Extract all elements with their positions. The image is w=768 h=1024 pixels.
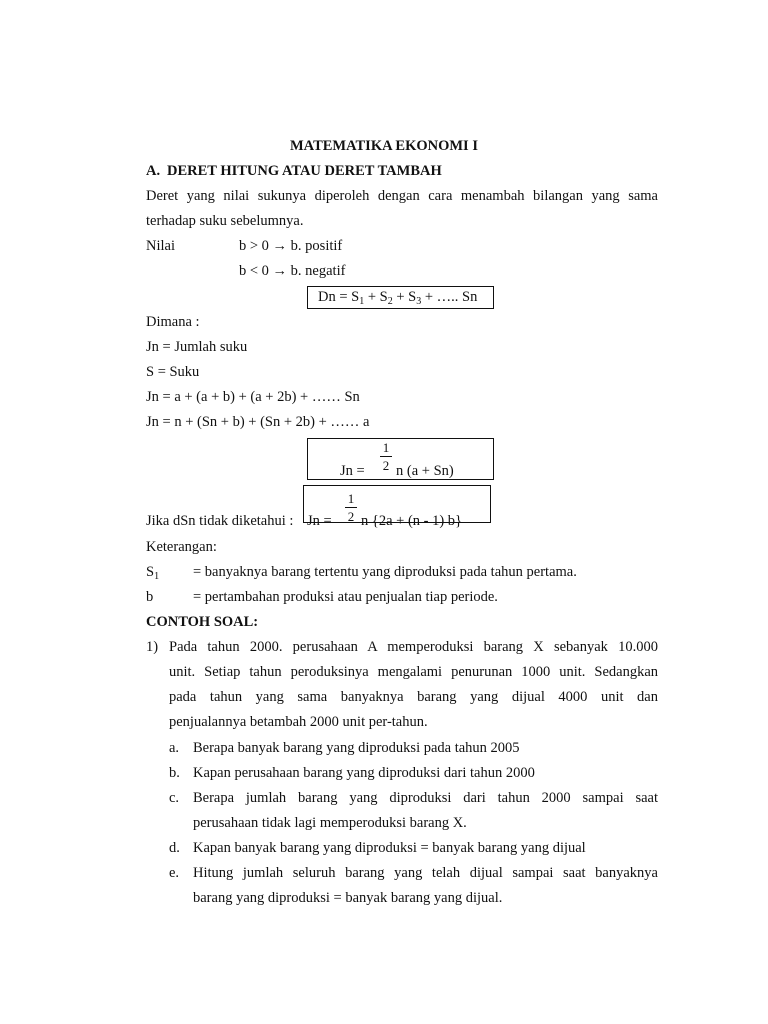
jika-label: Jika dSn tidak diketahui : xyxy=(146,513,294,529)
item-label-e: e. xyxy=(169,865,180,881)
condition-positive: b > 0 → b. positif xyxy=(239,238,343,254)
item-text-b: Kapan perusahaan barang yang diproduksi dari tahun 2000 xyxy=(193,765,535,781)
keterangan-symbol-s1: $S_1$ xyxy=(146,564,160,582)
question-line: Pada tahun 2000. perusahaan A memperoduksi barang X sebanyak 10.000 xyxy=(169,639,658,655)
keterangan-s1-text: = banyaknya barang tertentu yang diproduksi pada tahun pertama. xyxy=(193,564,577,580)
formula-jn-alt-prefix: Jn = xyxy=(307,513,332,529)
page-title: MATEMATIKA EKONOMI I xyxy=(290,138,478,154)
fraction-half: 1 2 xyxy=(380,440,392,473)
question-line: unit. Setiap tahun peroduksinya mengalami penurunan 1000 unit. Sedangkan xyxy=(169,664,658,680)
equation-jn-2: Jn = n + (Sn + b) + (Sn + 2b) + …… a xyxy=(146,414,370,430)
item-label-c: c. xyxy=(169,790,180,806)
question-line: pada tahun yang sama banyaknya barang yang dijual 4000 unit dan xyxy=(169,689,658,705)
keterangan-symbol-b: b xyxy=(146,589,154,605)
keterangan-label: Keterangan: xyxy=(146,539,217,555)
dimana-label: Dimana : xyxy=(146,314,200,330)
item-label-a: a. xyxy=(169,740,180,756)
question-number: 1) xyxy=(146,639,159,655)
paragraph-line: terhadap suku sebelumnya. xyxy=(146,213,304,229)
item-text-a: Berapa banyak barang yang diproduksi pada tahun 2005 xyxy=(193,740,520,756)
section-letter: A. xyxy=(146,163,161,179)
formula-jn-alt-suffix: n {2a + (n - 1) b} xyxy=(361,513,463,529)
item-text-c-cont: perusahaan tidak lagi memperoduksi barang X. xyxy=(193,815,467,831)
item-text-c: Berapa jumlah barang yang diproduksi dari tahun 2000 sampai saat xyxy=(193,790,658,806)
condition-negative: b < 0 → b. negatif xyxy=(239,263,346,279)
paragraph-line: Deret yang nilai sukunya diperoleh dengan cara menambah bilangan yang sama xyxy=(146,188,658,204)
equation-jn-1: Jn = a + (a + b) + (a + 2b) + …… Sn xyxy=(146,389,360,405)
question-line: penjualannya betambah 2000 unit per-tahun. xyxy=(169,714,428,730)
item-text-d: Kapan banyak barang yang diproduksi = banyak barang yang dijual xyxy=(193,840,586,856)
formula-dn: $Dn = S_1 + S_2 + S_3$ + ….. Sn xyxy=(318,289,478,307)
item-text-e-cont: barang yang diproduksi = banyak barang yang dijual. xyxy=(193,890,503,906)
contoh-heading: CONTOH SOAL: xyxy=(146,614,259,630)
item-label-b: b. xyxy=(169,765,180,781)
nilai-label: Nilai xyxy=(146,238,175,254)
section-heading: DERET HITUNG ATAU DERET TAMBAH xyxy=(167,163,442,179)
definition-s: S = Suku xyxy=(146,364,200,380)
formula-jn-suffix: n (a + Sn) xyxy=(396,463,454,479)
definition-jn: Jn = Jumlah suku xyxy=(146,339,248,355)
keterangan-b-text: = pertambahan produksi atau penjualan tiap periode. xyxy=(193,589,498,605)
fraction-half: 1 2 xyxy=(345,491,357,524)
item-label-d: d. xyxy=(169,840,180,856)
item-text-e: Hitung jumlah seluruh barang yang telah dijual sampai saat banyaknya xyxy=(193,865,658,881)
formula-jn-prefix: Jn = xyxy=(340,463,365,479)
